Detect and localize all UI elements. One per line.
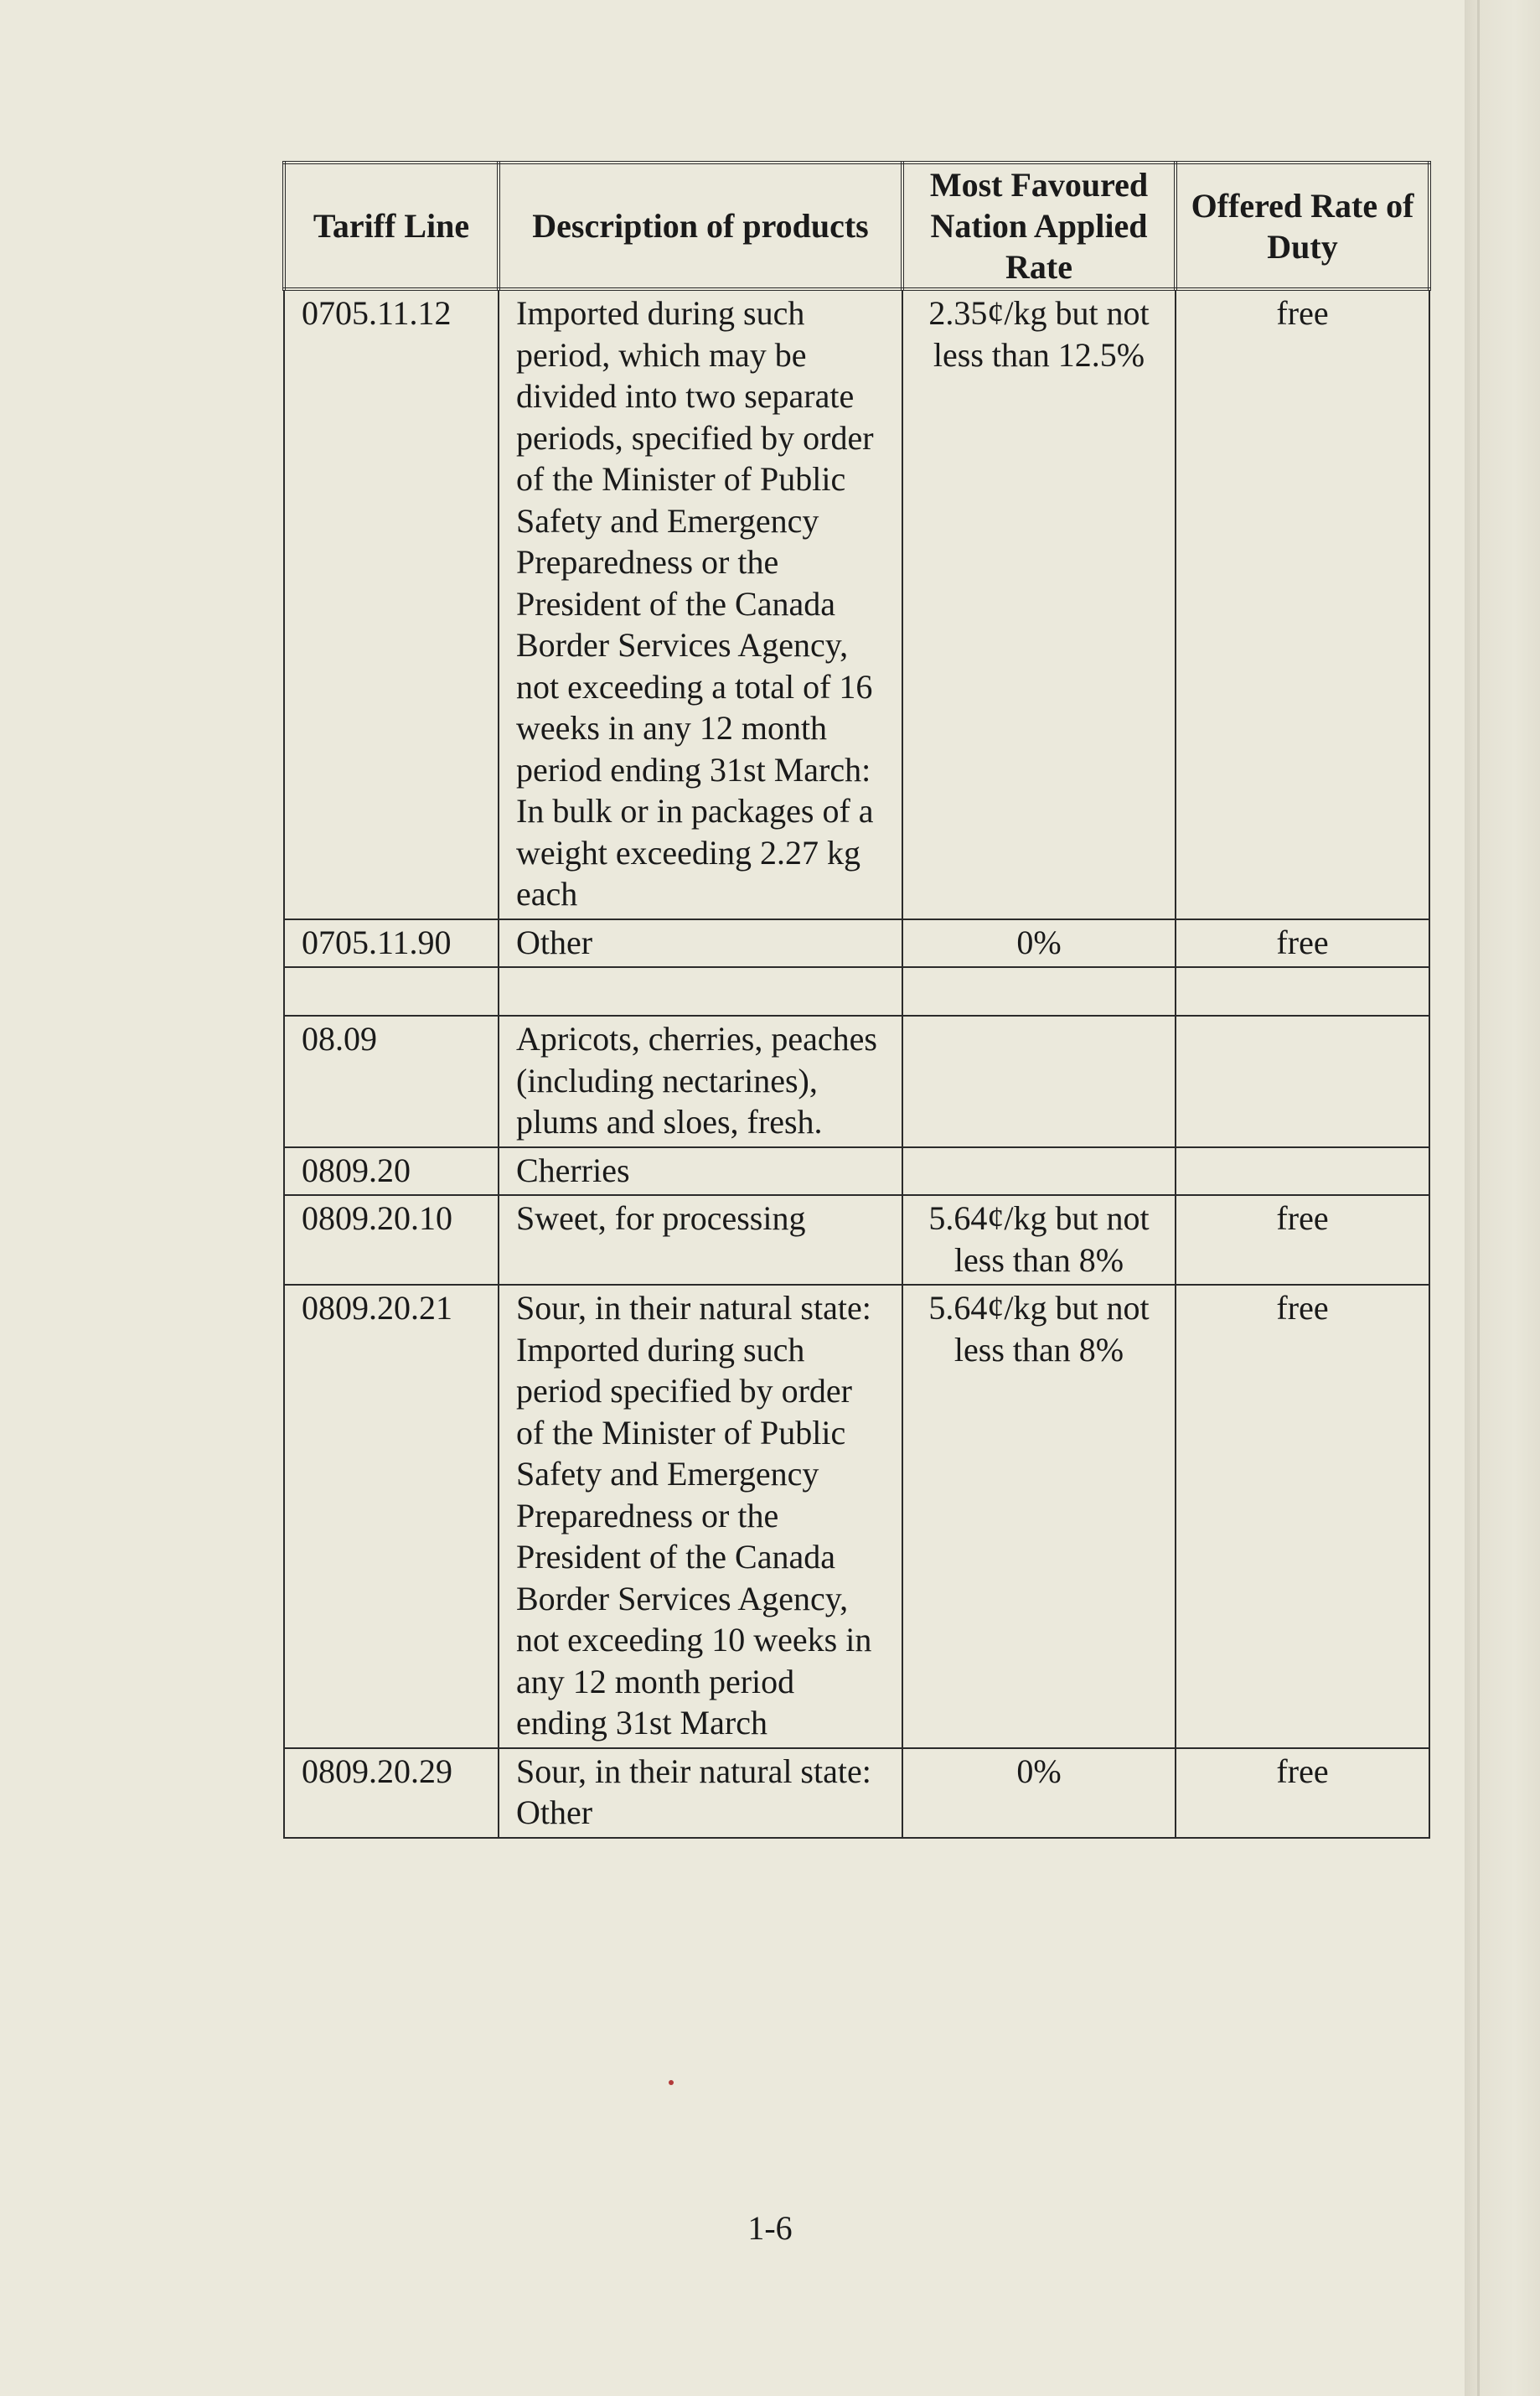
tariff-table xyxy=(282,161,1431,1839)
table-row xyxy=(284,289,1429,919)
page-spine-shadow xyxy=(1465,0,1540,2396)
table-row xyxy=(284,1195,1429,1285)
cell-tariff-line xyxy=(284,967,499,1016)
table-row xyxy=(284,1016,1429,1147)
cell-description xyxy=(499,967,902,1016)
cell-mfn-rate: 2.35¢/kg but not less than 12.5% xyxy=(902,289,1176,919)
header-description: Description of products xyxy=(499,163,902,289)
cell-description: Sour, in their natural state: Other xyxy=(499,1748,902,1838)
cell-offered-rate: free xyxy=(1176,1285,1429,1748)
cell-description: Cherries xyxy=(499,1147,902,1196)
table-row xyxy=(284,1748,1429,1838)
cell-tariff-line: 0809.20 xyxy=(284,1147,499,1196)
cell-tariff-line: 0809.20.21 xyxy=(284,1285,499,1748)
table-row xyxy=(284,919,1429,968)
cell-tariff-line: 0809.20.10 xyxy=(284,1195,499,1285)
cell-mfn-rate: 0% xyxy=(902,1748,1176,1838)
cell-offered-rate: free xyxy=(1176,919,1429,968)
cell-mfn-rate: 5.64¢/kg but not less than 8% xyxy=(902,1285,1176,1748)
table-row xyxy=(284,1285,1429,1748)
cell-offered-rate xyxy=(1176,967,1429,1016)
cell-mfn-rate: 5.64¢/kg but not less than 8% xyxy=(902,1195,1176,1285)
cell-offered-rate: free xyxy=(1176,1748,1429,1838)
header-mfn-rate: Most Favoured Nation Applied Rate xyxy=(902,163,1176,289)
cell-mfn-rate xyxy=(902,1147,1176,1196)
cell-description: Sour, in their natural state: Imported during such period specified by order of the Minister of Public Safety and Emergency Preparedness or the President of the Canada Border Services Agency, not exceeding 10 weeks in any 12 month period ending 31st March xyxy=(499,1285,902,1748)
cell-mfn-rate: 0% xyxy=(902,919,1176,968)
cell-offered-rate xyxy=(1176,1016,1429,1147)
cell-offered-rate xyxy=(1176,1147,1429,1196)
cell-tariff-line: 0705.11.90 xyxy=(284,919,499,968)
page-edge xyxy=(1477,0,1480,2396)
ink-speck xyxy=(669,2080,674,2085)
cell-offered-rate: free xyxy=(1176,1195,1429,1285)
cell-tariff-line: 0809.20.29 xyxy=(284,1748,499,1838)
header-tariff-line: Tariff Line xyxy=(284,163,499,289)
table-row-blank xyxy=(284,967,1429,1016)
cell-mfn-rate xyxy=(902,967,1176,1016)
cell-mfn-rate xyxy=(902,1016,1176,1147)
page-number: 1-6 xyxy=(747,2209,793,2247)
cell-description: Apricots, cherries, peaches (including nectarines), plums and sloes, fresh. xyxy=(499,1016,902,1147)
cell-offered-rate: free xyxy=(1176,289,1429,919)
cell-tariff-line: 0705.11.12 xyxy=(284,289,499,919)
table-header-row xyxy=(284,163,1429,289)
cell-description: Sweet, for processing xyxy=(499,1195,902,1285)
cell-description: Other xyxy=(499,919,902,968)
cell-tariff-line: 08.09 xyxy=(284,1016,499,1147)
header-offered-rate: Offered Rate of Duty xyxy=(1176,163,1429,289)
cell-description: Imported during such period, which may be divided into two separate periods, specified by order of the Minister of Public Safety and Emergency Preparedness or the President of the Canada Border Services Agency, not exceeding a total of 16 weeks in any 12 month period ending 31st March: In bulk or in packages of a weight exceeding 2.27 kg each xyxy=(499,289,902,919)
table-row xyxy=(284,1147,1429,1196)
